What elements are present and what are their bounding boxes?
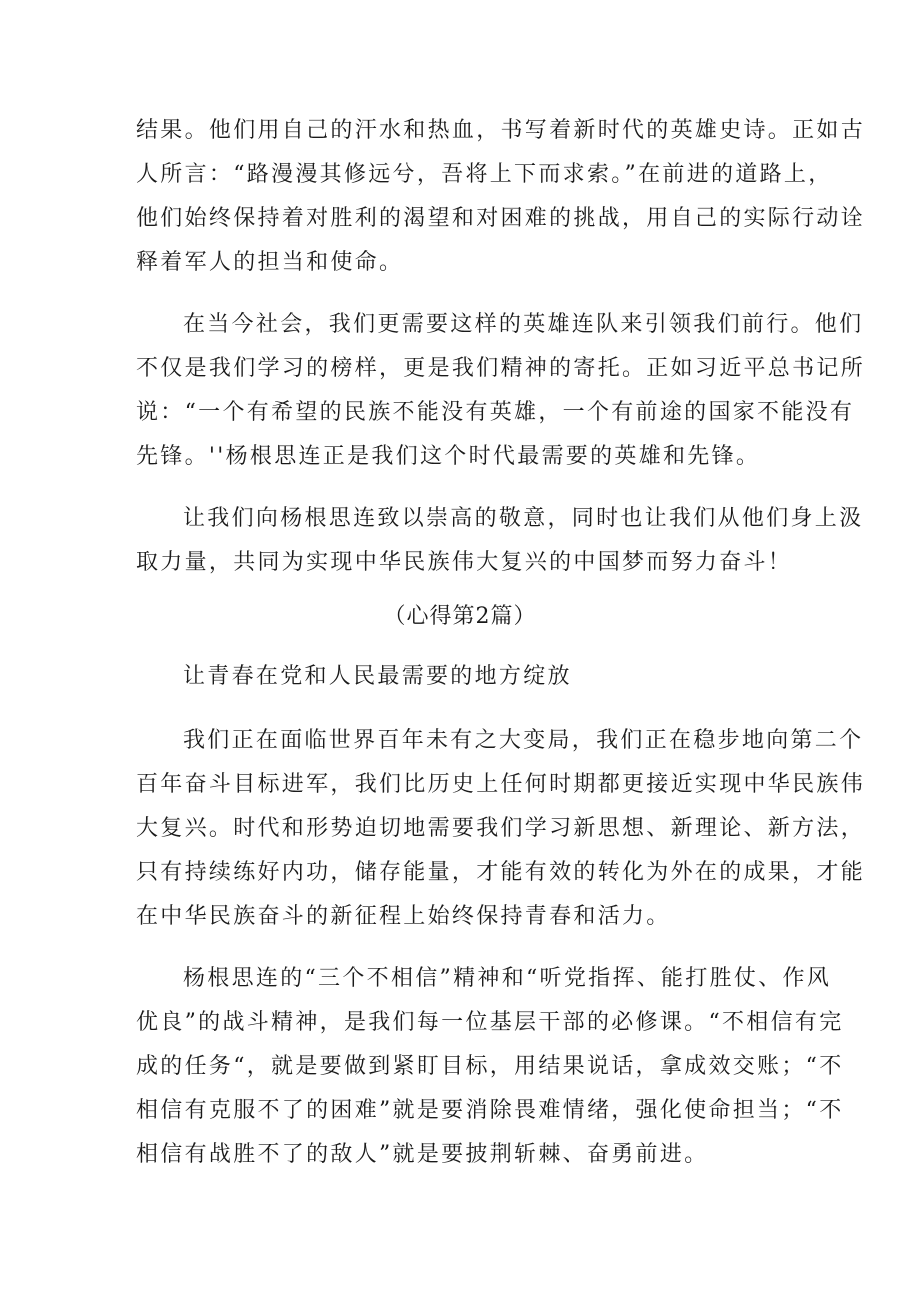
- text-line: 释着军人的担当和使命。: [136, 250, 404, 275]
- text-line: 不仅是我们学习的榜样，更是我们精神的寄托。正如习近平总书记所: [136, 356, 866, 381]
- article-title: 让青春在党和人民最需要的地方绽放: [183, 664, 572, 689]
- text-line: 人所言：“路漫漫其修远兮，吾将上下而求索。”在前进的道路上，: [136, 162, 833, 187]
- text-line: 我们正在面临世界百年未有之大变局，我们正在稳步地向第二个: [183, 728, 864, 753]
- text-line: 他们始终保持着对胜利的渴望和对困难的挑战，用自己的实际行动诠: [136, 206, 866, 231]
- text-line: 大复兴。时代和形势迫切地需要我们学习新思想、新理论、新方法，: [136, 816, 866, 841]
- text-line: 取力量，共同为实现中华民族伟大复兴的中国梦而努力奋斗！: [136, 550, 793, 575]
- text-line: 让我们向杨根思连致以崇高的敬意，同时也让我们从他们身上汲: [183, 506, 864, 531]
- text-line: 成的任务“，就是要做到紧盯目标，用结果说话，拿成效交账；“不: [136, 1054, 844, 1079]
- text-line: 相信有战胜不了的敌人”就是要披荆斩棘、奋勇前进。: [136, 1142, 709, 1167]
- text-line: 只有持续练好内功，储存能量，才能有效的转化为外在的成果，才能: [136, 860, 866, 885]
- text-line: 结果。他们用自己的汗水和热血，书写着新时代的英雄史诗。正如古: [136, 118, 866, 143]
- text-line: 优良”的战斗精神，是我们每一位基层干部的必修课。“不相信有完: [136, 1010, 844, 1035]
- section-heading: （心得第2篇）: [383, 604, 537, 629]
- text-line: 在当今社会，我们更需要这样的英雄连队来引领我们前行。他们: [183, 312, 864, 337]
- text-line: 百年奋斗目标进军，我们比历史上任何时期都更接近实现中华民族伟: [136, 772, 866, 797]
- text-line: 先锋。''杨根思连正是我们这个时代最需要的英雄和先锋。: [136, 444, 761, 469]
- text-line: 说：“一个有希望的民族不能没有英雄，一个有前途的国家不能没有: [136, 400, 855, 425]
- text-line: 相信有克服不了的困难”就是要消除畏难情绪，强化使命担当；“不: [136, 1098, 844, 1123]
- text-line: 杨根思连的“三个不相信”精神和“听党指挥、能打胜仗、作风: [183, 966, 832, 991]
- text-line: 在中华民族奋斗的新征程上始终保持青春和活力。: [136, 904, 671, 929]
